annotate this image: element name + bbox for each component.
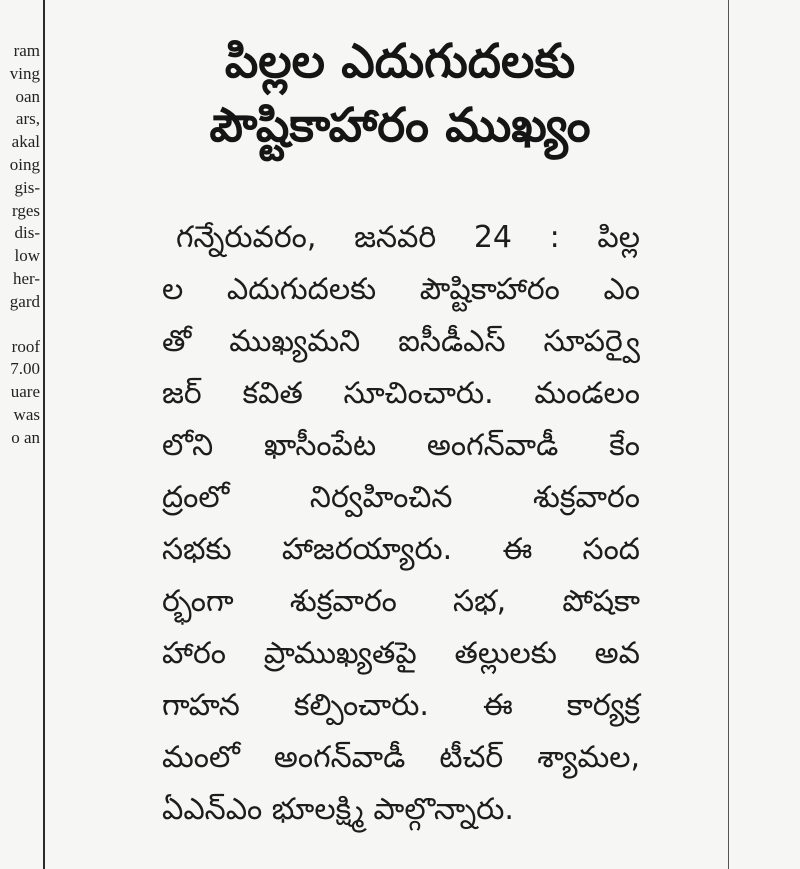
body-line: ల ఎదుగుదలకు పౌష్టికాహారం ఎం <box>162 272 640 307</box>
headline-line-2: పౌష్టికాహారం ముఖ్యం <box>209 98 591 153</box>
body-line: తో ముఖ్యమని ఐసీడీఎస్ సూపర్వై <box>162 324 640 359</box>
adjacent-text-fragment: low <box>14 246 40 266</box>
adjacent-text-fragment: ars, <box>15 109 40 129</box>
adjacent-text-fragment: gis- <box>14 177 40 197</box>
body-line: హారం ప్రాముఖ్యతపై తల్లులకు అవ <box>162 636 640 671</box>
adjacent-text-fragment: dis- <box>14 223 40 243</box>
article-headline <box>120 30 680 158</box>
adjacent-text-fragment: o an <box>11 427 40 447</box>
adjacent-text-fragment: akal <box>11 132 40 152</box>
adjacent-text-fragment: ram <box>13 41 40 60</box>
body-line: లోని ఖాసీంపేట అంగన్‌వాడీ కేం <box>162 428 640 463</box>
body-line: జర్ కవిత సూచించారు. మండలం <box>162 376 640 411</box>
adjacent-text-fragment: uare <box>10 382 40 402</box>
body-line: ద్రంలో నిర్వహించిన శుక్రవారం <box>162 480 640 515</box>
body-line: గన్నేరువరం, జనవరి 24 : పిల్ల <box>176 220 640 255</box>
adjacent-column-fragments <box>0 40 40 450</box>
body-line: ర్భంగా శుక్రవారం సభ, పోషకా <box>162 584 640 619</box>
column-divider-left <box>43 0 45 869</box>
body-line: మంలో అంగన్‌వాడీ టీచర్ శ్యామల, <box>162 740 640 775</box>
adjacent-text-fragment: oan <box>15 86 40 106</box>
body-line: ఏఎన్ఎం భూలక్ష్మి పాల్గొన్నారు. <box>162 792 514 827</box>
adjacent-text-fragment: 7.00 <box>10 359 40 379</box>
column-divider-right <box>728 0 729 869</box>
article-body <box>162 212 640 836</box>
headline-line-1: పిల్లల ఎదుగుదలకు <box>224 34 576 89</box>
adjacent-text-fragment: rges <box>11 200 40 220</box>
body-line: సభకు హాజరయ్యారు. ఈ సంద <box>162 532 640 567</box>
paragraph-gap <box>0 314 40 336</box>
adjacent-text-fragment: gard <box>9 291 40 311</box>
adjacent-text-fragment: ving <box>9 63 40 83</box>
adjacent-text-fragment: roof <box>11 336 40 356</box>
adjacent-text-fragment: oing <box>9 154 40 174</box>
adjacent-text-fragment: her- <box>12 268 40 288</box>
adjacent-text-fragment: was <box>13 404 40 424</box>
body-line: గాహన కల్పించారు. ఈ కార్యక్ర <box>162 688 640 723</box>
